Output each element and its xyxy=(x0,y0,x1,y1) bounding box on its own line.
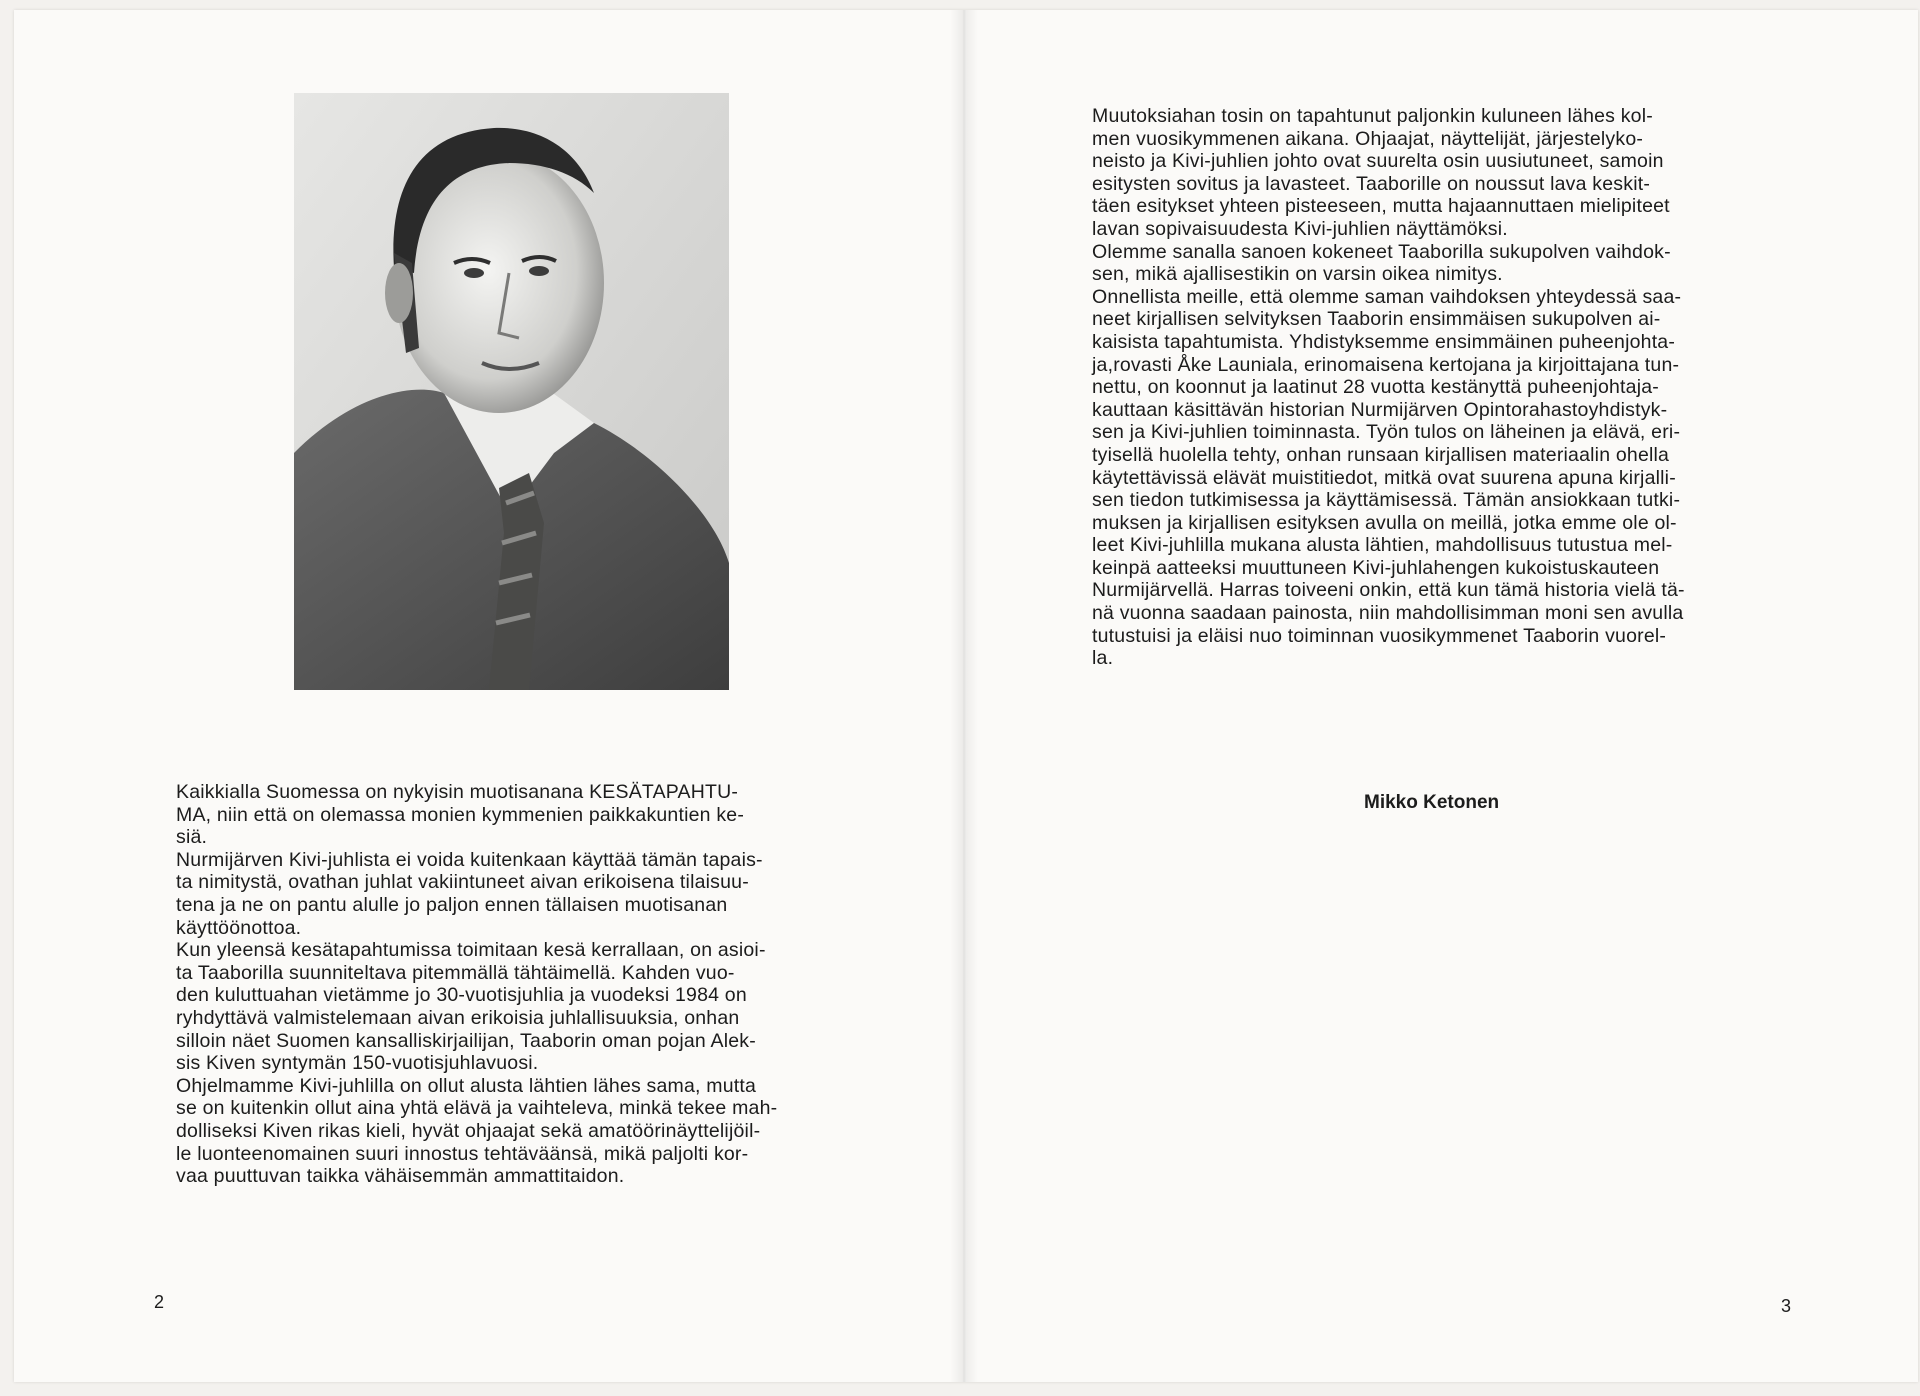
text-line: nettu, on koonnut ja laatinut 28 vuotta kestänyttä puheenjohtaja- xyxy=(1092,376,1659,399)
paragraph xyxy=(1092,286,1800,670)
text-line: lavan sopivaisuudesta Kivi-juhlien näyttämöksi. xyxy=(1092,217,1508,240)
paragraph xyxy=(176,1075,881,1188)
text-line: Muutoksiahan tosin on tapahtunut paljonkin kuluneen lähes kol- xyxy=(1092,105,1653,127)
text-line: Nurmijärvellä. Harras toiveeni onkin, että kun tämä historia vielä tä- xyxy=(1092,579,1685,602)
text-line: siä. xyxy=(176,826,208,849)
text-line: den kuluttuahan vietämme jo 30-vuotisjuhlia ja vuodeksi 1984 on xyxy=(176,984,747,1007)
text-line: sen ja Kivi-juhlien toiminnasta. Työn tulos on läheinen ja elävä, eri- xyxy=(1092,421,1681,444)
text-line: tutustuisi ja eläisi nuo toiminnan vuosikymmenet Taaborin vuorel- xyxy=(1092,624,1667,647)
text-line: silloin näet Suomen kansalliskirjailijan, Taaborin oman pojan Alek- xyxy=(176,1029,756,1052)
text-line: keinpä aatteeksi muuttuneen Kivi-juhlahengen kukoistuskauteen xyxy=(1092,556,1660,579)
paragraph xyxy=(1092,105,1800,241)
text-line: ja,rovasti Åke Launiala, erinomaisena kertojana ja kirjoittajana tun- xyxy=(1092,353,1680,376)
text-line: Nurmijärven Kivi-juhlista ei voida kuitenkaan käyttää tämän tapais- xyxy=(176,848,763,871)
text-line: neet kirjallisen selvityksen Taaborin ensimmäisen sukupolven ai- xyxy=(1092,308,1661,331)
text-line: sen tiedon tutkimisessa ja käyttämisessä. Tämän ansiokkaan tutki- xyxy=(1092,489,1681,512)
text-line: sis Kiven syntymän 150-vuotisjuhlavuosi. xyxy=(176,1052,539,1075)
text-line: le luonteenomainen suuri innostus tehtäväänsä, mikä paljolti kor- xyxy=(176,1142,749,1165)
text-line: muksen ja kirjallisen esityksen avulla on meillä, jotka emme ole ol- xyxy=(1092,511,1677,534)
portrait-photo xyxy=(294,93,729,690)
text-line: ta Taaborilla suunniteltava pitemmällä tähtäimellä. Kahden vuo- xyxy=(176,961,735,984)
text-line: men vuosikymmenen aikana. Ohjaajat, näyttelijät, järjestelyko- xyxy=(1092,127,1644,150)
text-line: täen esitykset yhteen pisteeseen, mutta hajaannuttaen mielipiteet xyxy=(1092,195,1670,218)
text-line: tyisellä huolella tehty, onhan runsaan kirjallisen materiaalin ohella xyxy=(1092,443,1670,466)
text-line: tena ja ne on pantu alulle jo paljon ennen tällaisen muotisanan xyxy=(176,893,728,916)
paragraph xyxy=(176,849,881,939)
text-line: Kaikkialla Suomessa on nykyisin muotisanana KESÄTAPAHTU- xyxy=(176,781,739,803)
left-page xyxy=(14,10,964,1382)
text-line: käytettävissä elävät muistitiedot, mitkä ovat suurena apuna kirjalli- xyxy=(1092,466,1676,489)
text-line: neisto ja Kivi-juhlien johto ovat suurelta osin uusiutuneet, samoin xyxy=(1092,150,1664,173)
text-line: Olemme sanalla sanoen kokeneet Taaborilla sukupolven vaihdok- xyxy=(1092,240,1671,263)
text-line: se on kuitenkin ollut aina yhtä elävä ja vaihteleva, minkä tekee mah- xyxy=(176,1097,778,1120)
text-line: esitysten sovitus ja lavasteet. Taaborille on noussut lava keskit- xyxy=(1092,172,1651,195)
booklet-spread xyxy=(14,10,1918,1382)
text-line: kauttaan käsittävän historian Nurmijärven Opintorahastoyhdistyk- xyxy=(1092,398,1668,421)
text-line: ryhdyttävä valmistelemaan aivan erikoisia juhlallisuuksia, onhan xyxy=(176,1006,740,1029)
text-line: nä vuonna saadaan painosta, niin mahdollisimman moni sen avulla xyxy=(1092,602,1684,625)
text-line: la. xyxy=(1092,647,1114,670)
text-line: Ohjelmamme Kivi-juhlilla on ollut alusta lähtien lähes sama, mutta xyxy=(176,1074,757,1097)
text-line: MA, niin että on olemassa monien kymmenien paikkakuntien ke- xyxy=(176,803,745,826)
text-line: Kun yleensä kesätapahtumissa toimitaan kesä kerrallaan, on asioi- xyxy=(176,939,766,962)
text-line: kaisista tapahtumista. Yhdistyksemme ensimmäinen puheenjohta- xyxy=(1092,330,1676,353)
page-number: 2 xyxy=(154,1292,165,1312)
text-line: vaa puuttuvan taikka vähäisemmän ammattitaidon. xyxy=(176,1165,625,1188)
left-page-text xyxy=(176,781,881,1188)
text-line: leet Kivi-juhlilla mukana alusta lähtien, mahdollisuus tutustua mel- xyxy=(1092,534,1673,557)
text-line: dolliseksi Kiven rikas kieli, hyvät ohjaajat sekä amatöörinäyttelijöil- xyxy=(176,1119,761,1142)
right-page-text xyxy=(1092,105,1800,670)
text-line: Onnellista meille, että olemme saman vaihdoksen yhteydessä saa- xyxy=(1092,285,1682,308)
paragraph xyxy=(176,781,881,849)
page-number: 3 xyxy=(1781,1296,1792,1316)
text-line: sen, mikä ajallisestikin on varsin oikea nimitys. xyxy=(1092,263,1503,286)
text-line: käyttöönottoa. xyxy=(176,916,302,939)
paragraph xyxy=(176,939,881,1075)
paragraph xyxy=(1092,241,1800,286)
text-line: ta nimitystä, ovathan juhlat vakiintuneet aivan erikoisena tilaisuu- xyxy=(176,871,749,894)
author-signature: Mikko Ketonen xyxy=(1364,792,1500,813)
